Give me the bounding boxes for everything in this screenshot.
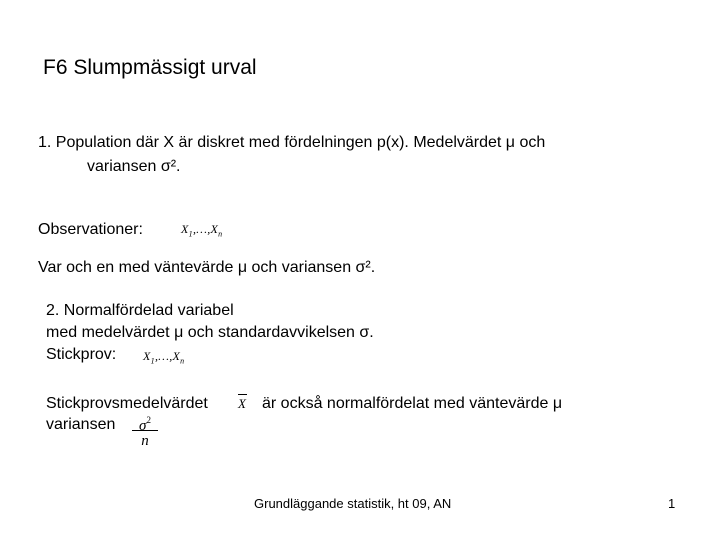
xbar-overline [238,394,247,395]
formula-x-end-sub: n [218,229,223,239]
fraction-numerator [132,411,158,434]
sample-x-end: X [172,349,181,363]
item1-text-line1: 1. Population där X är diskret med fördelningen p(x). Medelvärdet μ och [38,134,546,151]
page-number: 1 [668,496,676,511]
formula-x-end: X [210,222,219,236]
observations-label: Observationer: [38,221,143,238]
observations-formula [181,222,222,238]
sample-mean-statement: är också normalfördelat med väntevärde μ [262,395,563,412]
sigma-symbol: σ [139,418,147,434]
fraction-denominator: n [141,433,149,449]
slide-footer: Grundläggande statistik, ht 09, AN [254,496,452,511]
sample-x-start: X [143,349,151,363]
variance-label: variansen [46,416,116,433]
formula-x-start: X [181,222,189,236]
sample-ellipsis: ,…, [154,349,173,363]
sample-formula [143,349,184,365]
item2-text-line2: med medelvärdet μ och standardavvikelsen σ. [46,324,374,341]
xbar-symbol [238,394,247,412]
formula-x-start-sub: 1 [188,229,193,239]
item1-text-line2: variansen σ². [87,158,181,175]
formula-ellipsis: ,…, [192,222,211,236]
sample-x-end-sub: n [180,356,185,366]
slide-title: F6 Slumpmässigt urval [43,56,257,79]
item2-text-line1: 2. Normalfördelad variabel [46,302,234,319]
variance-statement: Var och en med väntevärde μ och variansen σ². [38,259,376,276]
sigma-exponent: 2 [146,415,151,425]
sample-label: Stickprov: [46,346,117,363]
variance-fraction [132,411,158,449]
sample-x-start-sub: 1 [150,356,155,366]
xbar-letter: X [238,396,246,411]
sample-mean-label: Stickprovsmedelvärdet [46,395,208,412]
